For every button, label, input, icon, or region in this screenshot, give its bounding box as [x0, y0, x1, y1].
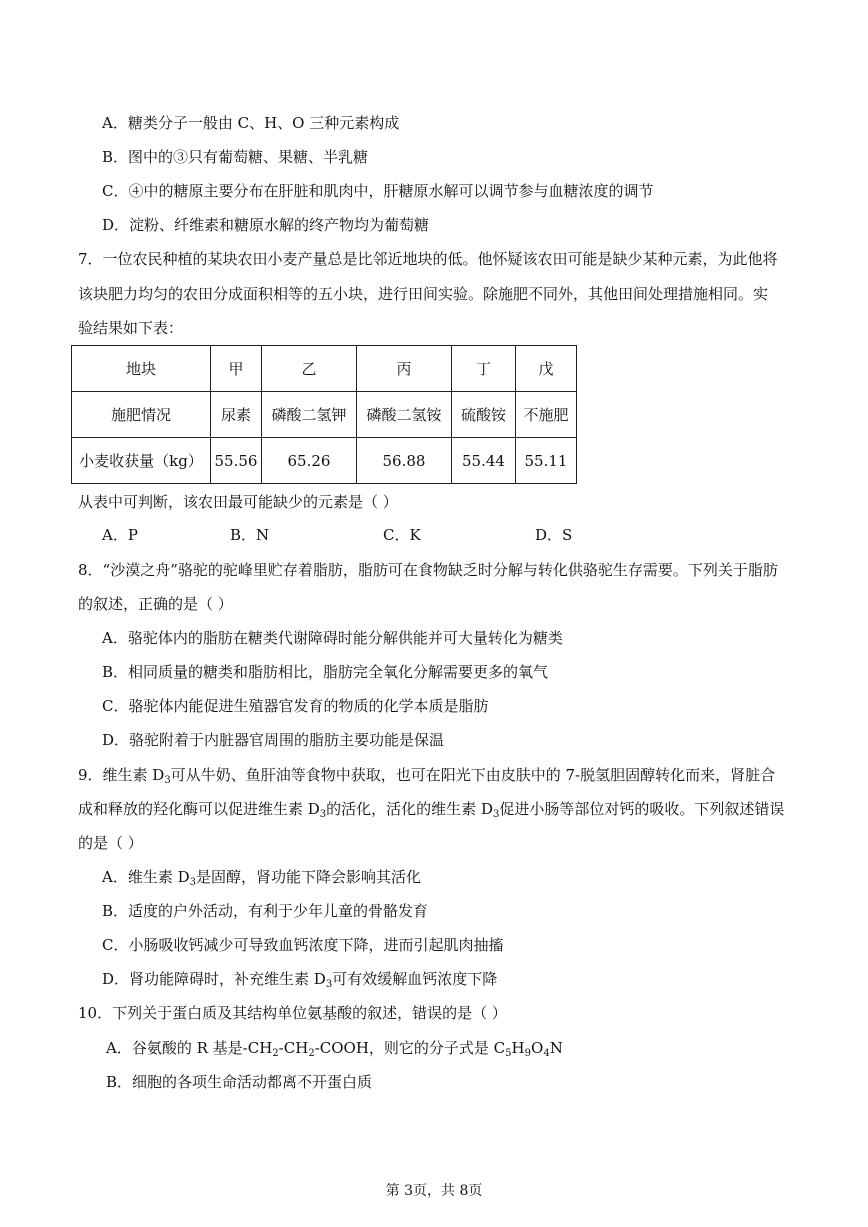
q9-option-d [102, 969, 497, 992]
q9-option-a [102, 867, 421, 890]
q7-option-a: A．P [102, 526, 138, 544]
q9-stem-line-1 [78, 765, 775, 788]
text-segment: 可从牛奶、鱼肝油等食物中获取，也可在阳光下由皮肤中的 7-脱氢胆固醇转化而来，肾脏合 [170, 766, 776, 784]
q7-option-c: C．K [383, 526, 421, 544]
table-cell: 硫酸铵 [452, 392, 516, 438]
q7-results-table [71, 345, 577, 484]
q8-option-a: A．骆驼体内的脂肪在糖类代谢障碍时能分解供能并可大量转化为糖类 [102, 629, 563, 647]
table-cell: 磷酸二氢钾 [262, 392, 357, 438]
text-segment: 是固醇，肾功能下降会影响其活化 [196, 868, 422, 886]
text-segment: -CH [278, 1039, 309, 1057]
q9-stem-line-3: 的是（ ） [78, 834, 143, 852]
q7-options [102, 525, 572, 545]
subscript: 5 [505, 1048, 512, 1059]
text-segment: 成和释放的羟化酶可以促进维生素 D [78, 800, 320, 818]
q7-option-d: D．S [535, 526, 573, 544]
table-cell: 不施肥 [516, 392, 577, 438]
table-cell: 小麦收获量（kg） [72, 438, 211, 484]
q10-stem: 10．下列关于蛋白质及其结构单位氨基酸的叙述，错误的是（ ） [78, 1004, 507, 1022]
page-number: 第 3页，共 8页 [385, 1183, 483, 1199]
table-cell: 施肥情况 [72, 392, 211, 438]
table-row [72, 392, 577, 438]
subscript: 3 [492, 809, 500, 820]
q6-option-a: A．糖类分子一般由 C、H、O 三种元素构成 [102, 114, 400, 132]
text-segment: -COOH，则它的分子式是 C [314, 1039, 506, 1057]
q8-option-c: C．骆驼体内能促进生殖器官发育的物质的化学本质是脂肪 [102, 697, 489, 715]
q6-option-c: C．④中的糖原主要分布在肝脏和肌肉中，肝糖原水解可以调节参与血糖浓度的调节 [102, 182, 654, 200]
text-segment: 的活化，活化的维生素 D [326, 800, 493, 818]
subscript: 3 [319, 809, 327, 820]
subscript: 4 [543, 1048, 550, 1059]
q7-option-b: B．N [230, 526, 270, 544]
q8-stem-line-1: 8．“沙漠之舟”骆驼的驼峰里贮存着脂肪，脂肪可在食物缺乏时分解与转化供骆驼生存需要。下列关于脂肪 [78, 561, 778, 579]
text-segment: N [549, 1039, 563, 1057]
table-cell: 地块 [72, 346, 211, 392]
q9-option-c: C．小肠吸收钙减少可导致血钙浓度下降，进而引起肌肉抽搐 [102, 936, 504, 954]
table-cell: 65.26 [262, 438, 357, 484]
table-row [72, 346, 577, 392]
q7-stem-line-1: 7．一位农民种植的某块农田小麦产量总是比邻近地块的低。他怀疑该农田可能是缺少某种元素，为此他将 [78, 250, 778, 268]
table-cell: 甲 [211, 346, 262, 392]
text-segment: O [531, 1039, 544, 1057]
table-cell: 55.44 [452, 438, 516, 484]
q8-option-b: B．相同质量的糖类和脂肪相比，脂肪完全氧化分解需要更多的氧气 [102, 663, 549, 681]
q9-option-b: B．适度的户外活动，有利于少年儿童的骨骼发育 [102, 902, 429, 920]
text-segment: 可有效缓解血钙浓度下降 [332, 970, 498, 988]
table-cell: 56.88 [357, 438, 452, 484]
subscript: 3 [325, 979, 333, 990]
q7-question: 从表中可判断，该农田最可能缺少的元素是（ ） [78, 493, 398, 511]
text-segment: A．维生素 D [102, 868, 190, 886]
text-segment: 9．维生素 D [78, 766, 165, 784]
text-segment: H [511, 1039, 525, 1057]
subscript: 3 [189, 877, 197, 888]
q6-option-b: B．图中的③只有葡萄糖、果糖、半乳糖 [102, 148, 369, 166]
table-cell: 丙 [357, 346, 452, 392]
table-row [72, 438, 577, 484]
q7-stem-line-3: 验结果如下表： [78, 319, 184, 337]
q6-option-d: D．淀粉、纤维素和糖原水解的终产物均为葡萄糖 [102, 216, 430, 234]
q8-option-d: D．骆驼附着于内脏器官周围的脂肪主要功能是保温 [102, 731, 445, 749]
q10-option-a [106, 1038, 563, 1061]
subscript: 2 [308, 1048, 315, 1059]
subscript: 2 [272, 1048, 279, 1059]
table-cell: 55.11 [516, 438, 577, 484]
text-segment: 促进小肠等部位对钙的吸收。下列叙述错误 [499, 800, 785, 818]
q9-stem-line-2 [78, 799, 784, 822]
q8-stem-line-2: 的叙述，正确的是（ ） [78, 595, 233, 613]
table-cell: 戊 [516, 346, 577, 392]
q7-stem-line-2: 该块肥力均匀的农田分成面积相等的五小块，进行田间实验。除施肥不同外，其他田间处理措施相同。实 [78, 285, 769, 303]
table-cell: 尿素 [211, 392, 262, 438]
text-segment: D．肾功能障碍时，补充维生素 D [102, 970, 326, 988]
table-cell: 乙 [262, 346, 357, 392]
table-cell: 55.56 [211, 438, 262, 484]
table-cell: 丁 [452, 346, 516, 392]
text-segment: A．谷氨酸的 R 基是-CH [106, 1039, 273, 1057]
q10-option-b: B．细胞的各项生命活动都离不开蛋白质 [106, 1073, 373, 1091]
subscript: 3 [164, 775, 171, 786]
table-cell: 磷酸二氢铵 [357, 392, 452, 438]
subscript: 9 [524, 1048, 531, 1059]
